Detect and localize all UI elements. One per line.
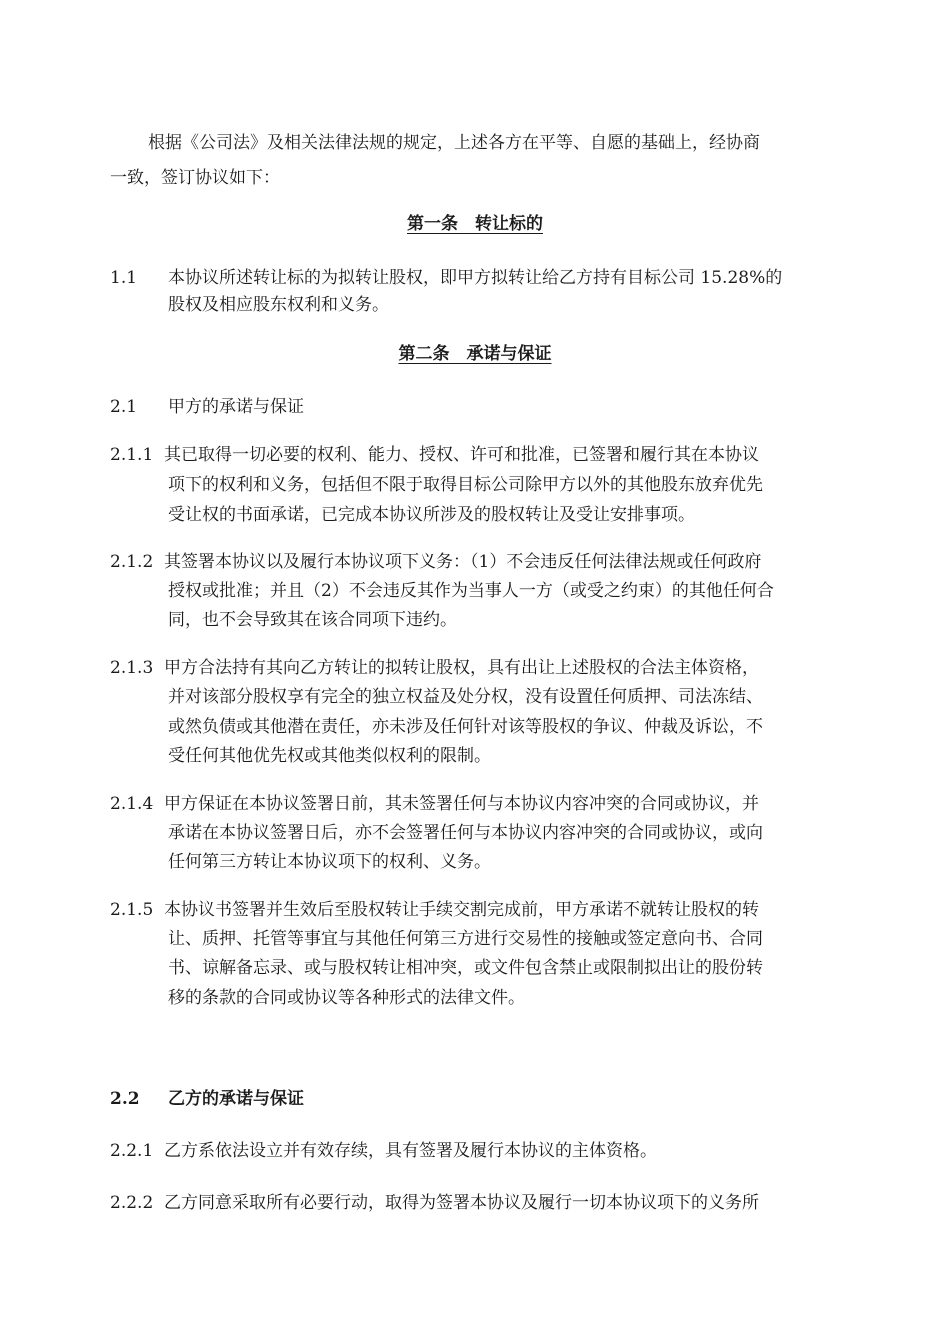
clause-2-1-2-line-2: 授权或批准；并且（2）不会违反其作为当事人一方（或受之约束）的其他任何合 [168, 581, 774, 601]
clause-2-1-5-line-2: 让、质押、托管等事宜与其他任何第三方进行交易性的接触或签定意向书、合同 [168, 929, 763, 949]
clause-2-1-4-line-3: 任何第三方转让本协议项下的权利、义务。 [168, 852, 491, 872]
clause-2-1-3-line-1: 甲方合法持有其向乙方转让的拟转让股权，具有出让上述股权的合法主体资格， [164, 658, 759, 678]
clause-2-1-4-line-1: 甲方保证在本协议签署日前，其未签署任何与本协议内容冲突的合同或协议，并 [164, 794, 759, 814]
clause-2-2-1-line-1: 乙方系依法设立并有效存续，具有签署及履行本协议的主体资格。 [164, 1141, 657, 1161]
clause-2-1-title: 甲方的承诺与保证 [168, 397, 304, 417]
intro-line-1: 根据《公司法》及相关法律法规的规定，上述各方在平等、自愿的基础上，经协商 [148, 133, 760, 153]
clause-2-1-1-number: 2.1.1 [110, 445, 154, 465]
clause-2-1-5-line-4: 移的条款的合同或协议等各种形式的法律文件。 [168, 988, 525, 1008]
clause-1-1-line-2: 股权及相应股东权利和义务。 [168, 295, 389, 315]
clause-2-2-1-number: 2.2.1 [110, 1141, 154, 1161]
clause-2-2-title: 乙方的承诺与保证 [168, 1089, 304, 1109]
clause-2-1-5-number: 2.1.5 [110, 900, 154, 920]
clause-2-2-number: 2.2 [110, 1089, 140, 1109]
clause-2-1-5-line-3: 书、谅解备忘录、或与股权转让相冲突，或文件包含禁止或限制拟出让的股份转 [168, 958, 763, 978]
clause-2-1-4-line-2: 承诺在本协议签署日后，亦不会签署任何与本协议内容冲突的合同或协议，或向 [168, 823, 763, 843]
clause-2-1-3-number: 2.1.3 [110, 658, 154, 678]
clause-2-1-number: 2.1 [110, 397, 138, 417]
clause-2-1-1-line-1: 其已取得一切必要的权利、能力、授权、许可和批准，已签署和履行其在本协议 [164, 445, 759, 465]
clause-2-1-2-number: 2.1.2 [110, 552, 154, 572]
article-1-heading: 第一条 转让标的 [407, 214, 543, 234]
clause-2-1-2-line-1: 其签署本协议以及履行本协议项下义务：（1）不会违反任何法律法规或任何政府 [164, 552, 762, 572]
clause-2-2-2-number: 2.2.2 [110, 1193, 154, 1213]
clause-1-1-line-1: 本协议所述转让标的为拟转让股权，即甲方拟转让给乙方持有目标公司 15.28%的 [168, 268, 783, 288]
clause-2-1-3-line-2: 并对该部分股权享有完全的独立权益及处分权，没有设置任何质押、司法冻结、 [168, 687, 763, 707]
clause-2-1-1-line-2: 项下的权利和义务，包括但不限于取得目标公司除甲方以外的其他股东放弃优先 [168, 475, 763, 495]
clause-2-1-2-line-3: 同，也不会导致其在该合同项下违约。 [168, 610, 457, 630]
clause-1-1-number: 1.1 [110, 268, 138, 288]
article-2-heading: 第二条 承诺与保证 [398, 344, 552, 364]
clause-2-1-3-line-4: 受任何其他优先权或其他类似权利的限制。 [168, 746, 491, 766]
clause-2-1-5-line-1: 本协议书签署并生效后至股权转让手续交割完成前，甲方承诺不就转让股权的转 [164, 900, 759, 920]
clause-2-1-3-line-3: 或然负债或其他潜在责任，亦未涉及任何针对该等股权的争议、仲裁及诉讼，不 [168, 717, 763, 737]
clause-2-2-2-line-1: 乙方同意采取所有必要行动，取得为签署本协议及履行一切本协议项下的义务所 [164, 1193, 759, 1213]
clause-2-1-4-number: 2.1.4 [110, 794, 154, 814]
intro-line-2: 一致，签订协议如下： [110, 168, 280, 188]
clause-2-1-1-line-3: 受让权的书面承诺，已完成本协议所涉及的股权转让及受让安排事项。 [168, 505, 695, 525]
